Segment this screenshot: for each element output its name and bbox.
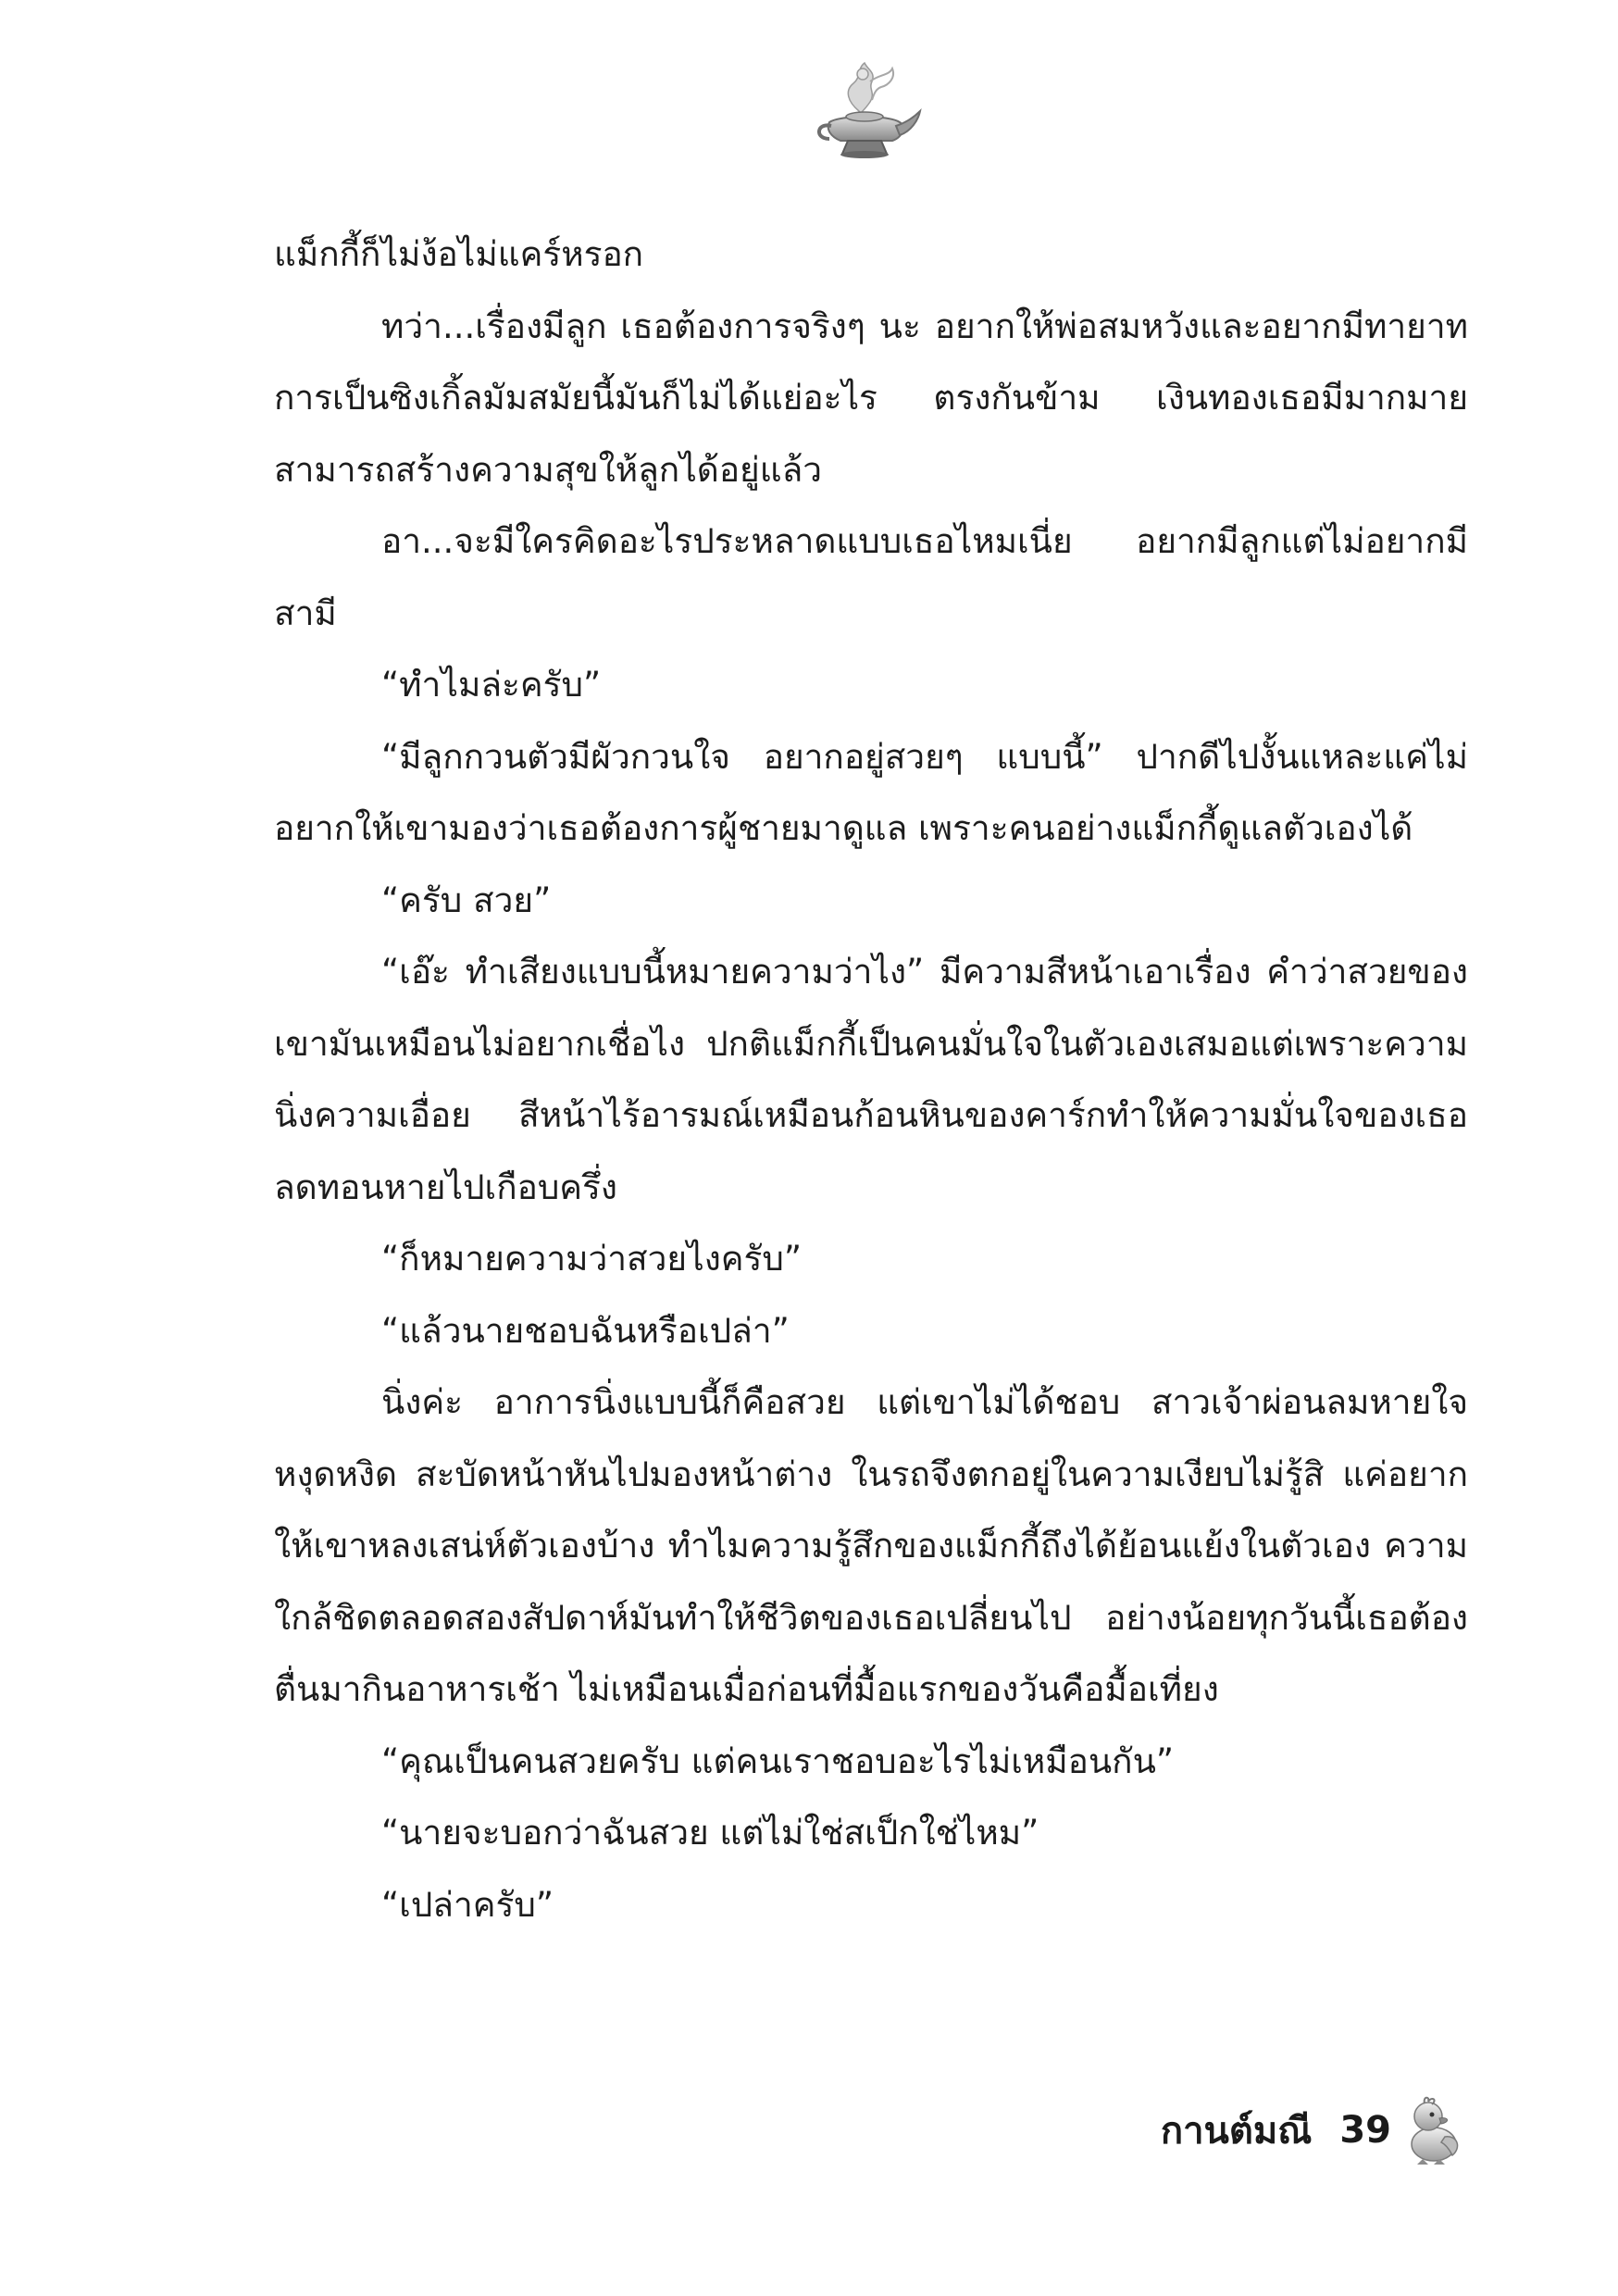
dialogue-line: “นายจะบอกว่าฉันสวย แต่ไม่ใช่สเป็กใช่ไหม” bbox=[381, 1813, 1039, 1853]
dialogue-line: “เปล่าครับ” bbox=[381, 1884, 554, 1925]
dialogue-line: “แล้วนายชอบฉันหรือเปล่า” bbox=[381, 1310, 790, 1351]
dialogue-line: “ก็หมายความว่าสวยไงครับ” bbox=[381, 1239, 803, 1279]
page-footer bbox=[1161, 2094, 1465, 2166]
genie-lamp-icon bbox=[803, 54, 924, 165]
paragraph: “เอ๊ะ ทำเสียงแบบนี้หมายความว่าไง” มีความสีหน้าเอาเรื่อง คำว่าสวยของเขามันเหมือนไม่อยากเชื่อไง ปกติแม็กกี้เป็นคนมั่นใจในตัวเองเสมอแต่เพราะความนิ่งความเอื่อย สีหน้าไร้อารมณ์เหมือนก้อนหินของคาร์กทำให้ความมั่นใจของเธอลดทอนหายไปเกือบครึ่ง bbox=[274, 952, 1468, 1207]
dialogue-line: “ครับ สวย” bbox=[381, 880, 552, 920]
page-number: 39 bbox=[1339, 2109, 1391, 2152]
paragraph: อา...จะมีใครคิดอะไรประหลาดแบบเธอไหมเนี่ย อยากมีลูกแต่ไม่อยากมีสามี bbox=[274, 521, 1468, 633]
paragraph: ทว่า...เรื่องมีลูก เธอต้องการจริงๆ นะ อยากให้พ่อสมหวังและอยากมีทายาท การเป็นซิงเกิ้ลมัมสมัยนี้มันก็ไม่ได้แย่อะไร ตรงกันข้าม เงินทองเธอมีมากมาย สามารถสร้างความสุขให้ลูกได้อยู่แล้ว bbox=[274, 306, 1468, 490]
dialogue-line: “ทำไมล่ะครับ” bbox=[381, 665, 602, 705]
paragraph: นิ่งค่ะ อาการนิ่งแบบนี้ก็คือสวย แต่เขาไม่ได้ชอบ สาวเจ้าผ่อนลมหายใจหงุดหงิด สะบัดหน้าหันไปมองหน้าต่าง ในรถจึงตกอยู่ในความเงียบไม่รู้สิ แค่อยากให้เขาหลงเสน่ห์ตัวเองบ้าง ทำไมความรู้สึกของแม็กกี้ถึงได้ย้อนแย้งในตัวเอง ความใกล้ชิดตลอดสองสัปดาห์มันทำให้ชีวิตของเธอเปลี่ยนไป อย่างน้อยทุกวันนี้เธอต้องตื่นมากินอาหารเช้า ไม่เหมือนเมื่อก่อนที่มื้อแรกของวันคือมื้อเที่ยง bbox=[274, 1382, 1468, 1709]
paragraph: “มีลูกกวนตัวมีผัวกวนใจ อยากอยู่สวยๆ แบบนี้” ปากดีไปงั้นแหละแค่ไม่อยากให้เขามองว่าเธอต้องการผู้ชายมาดูแล เพราะคนอย่างแม็กกี้ดูแลตัวเองได้ bbox=[274, 736, 1468, 848]
dialogue-line: “คุณเป็นคนสวยครับ แต่คนเราชอบอะไรไม่เหมือนกัน” bbox=[381, 1741, 1175, 1781]
duck-mascot-icon bbox=[1400, 2094, 1465, 2166]
body-text bbox=[274, 218, 1468, 1940]
book-title: กานต์มณี bbox=[1160, 2110, 1313, 2152]
paragraph: แม็กกี้ก็ไม่ง้อไม่แคร์หรอก bbox=[274, 234, 644, 274]
